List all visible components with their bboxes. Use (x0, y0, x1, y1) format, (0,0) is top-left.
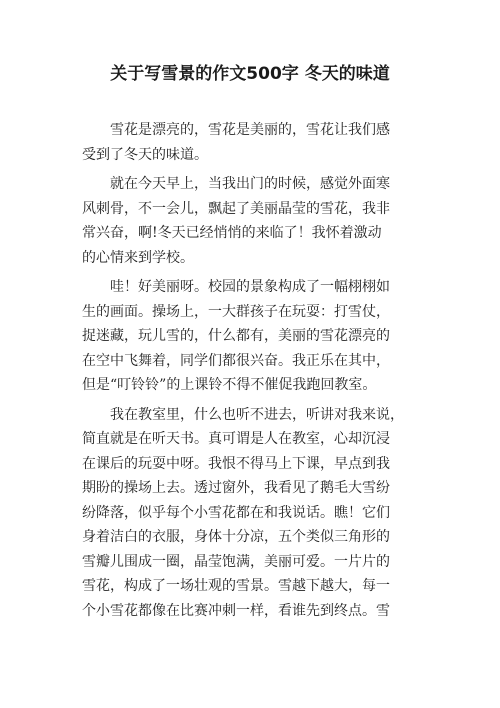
text-line: 就在今天早上，当我出门的时候，感觉外面寒 (110, 176, 390, 192)
page-title: 关于写雪景的作文500字 冬天的味道 (110, 64, 390, 84)
text-line: 期盼的操场上去。透过窗外，我看见了鹅毛大雪纷 (82, 480, 390, 496)
text-line: 身着洁白的衣服，身体十分凉，五个类似三角形的 (82, 529, 390, 545)
text-line: 雪花，构成了一场壮观的雪景。雪越下越大，每一 (82, 578, 390, 594)
text-line: 雪瓣儿围成一圈，晶莹饱满，美丽可爱。一片片的 (82, 553, 390, 570)
text-line: 雪花是漂亮的，雪花是美丽的，雪花让我们感 (110, 122, 390, 138)
text-line: 我在教室里，什么也听不进去，听讲对我来说， (110, 406, 404, 423)
text-line: 的心情来到学校。 (82, 249, 194, 266)
text-line: 哇！好美丽呀。校园的景象构成了一幅栩栩如 (110, 279, 390, 295)
text-line: 受到了冬天的味道。 (82, 146, 208, 163)
text-line: 纷降落，似乎每个小雪花都在和我说话。瞧！它们 (82, 504, 390, 521)
text-line: 简直就是在听天书。真可谓是人在教室，心却沉浸 (82, 431, 390, 447)
text-line: 常兴奋，啊!冬天已经悄悄的来临了！我怀着激动 (82, 225, 382, 241)
text-line: 个小雪花都像在比赛冲刺一样，看谁先到终点。雪 (82, 602, 390, 619)
paragraph (82, 403, 427, 624)
text-line: 风刺骨，不一会儿，飘起了美丽晶莹的雪花，我非 (82, 200, 390, 217)
text-line: 捉迷藏，玩儿雪的，什么都有，美丽的雪花漂亮的 (82, 328, 390, 344)
text-line: 但是“叮铃铃”的上课铃不得不催促我跑回教室。 (82, 377, 377, 393)
text-line: 在课后的玩耍中呀。我恨不得马上下课，早点到我 (82, 455, 390, 472)
paragraph (82, 118, 427, 167)
text-line: 在空中飞舞着，同学们都很兴奋。我正乐在其中， (82, 352, 390, 369)
paragraph (82, 172, 427, 270)
paragraph (82, 275, 427, 398)
article-body (82, 118, 427, 628)
text-line: 生的画面。操场上，一大群孩子在玩耍：打雪仗， (82, 303, 390, 320)
